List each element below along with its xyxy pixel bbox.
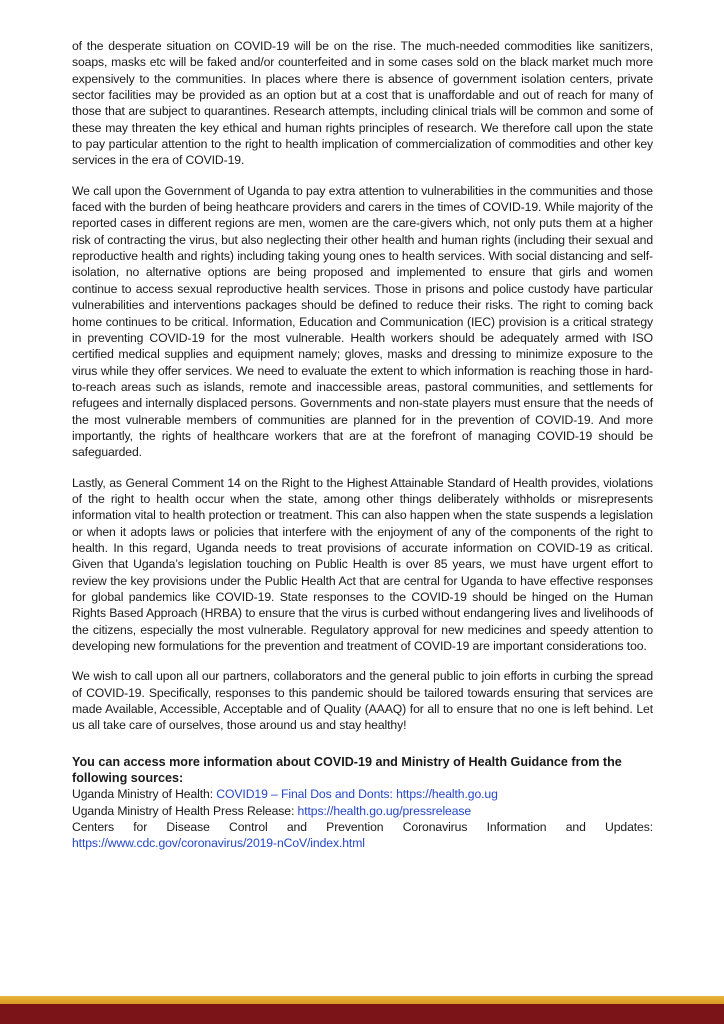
footer-maroon-band: [0, 1004, 724, 1024]
paragraph-commercialization: of the desperate situation on COVID-19 will be on the rise. The much-needed commodities like sanitizers, soaps, masks etc will be faked and/or counterfeited and in some cases sold on the black market much more expensively to the communities. In places where there is absence of government isolation centers, private sector facilities may be provided as an option but at a cost that is unaffordable and out of reach for many of those that are subject to quarantines. Research attempts, including clinical trials will be common and some of these may threaten the key ethical and human rights principles of research. We therefore call upon the state to pay particular attention to the right to health implication of commercialization of commodities and other key services in the era of COVID-19.: [72, 39, 653, 168]
source-label: Uganda Ministry of Health:: [72, 787, 217, 802]
paragraph-call-to-action: We wish to call upon all our partners, collaborators and the general public to join efforts in curbing the spread of COVID-19. Specifically, responses to this pandemic should be tailored towards ensuring that services are made Available, Accessible, Acceptable and of Quality (AAAQ) for all to ensure that no one is left behind. Let us all take care of ourselves, those around us and stay healthy!: [72, 669, 653, 733]
source-link-cdc[interactable]: https://www.cdc.gov/coronavirus/2019-nCoV/index.html: [72, 836, 365, 851]
source-link-moh[interactable]: COVID19 – Final Dos and Donts: https://health.go.ug: [216, 787, 498, 802]
source-label: Uganda Ministry of Health Press Release:: [72, 803, 298, 818]
source-link-press-release[interactable]: https://health.go.ug/pressrelease: [297, 803, 472, 818]
footer-gold-stripe: [0, 996, 724, 1004]
source-item-cdc: [72, 819, 653, 852]
sources-section: [72, 754, 653, 852]
document-page: [72, 38, 653, 852]
source-label: Centers for Disease Control and Prevention Coronavirus Information and Updates:: [72, 820, 653, 835]
source-item-moh: [72, 786, 653, 802]
sources-heading: You can access more information about COVID-19 and Ministry of Health Guidance from the following sources:: [72, 754, 622, 786]
source-item-press-release: [72, 803, 653, 819]
paragraph-vulnerabilities: We call upon the Government of Uganda to pay extra attention to vulnerabilities in the communities and those faced with the burden of being heathcare providers and carers in the times of COVID-19. While majority of the reported cases in different regions are men, women are the care-givers which, not only puts them at a higher risk of contracting the virus, but also neglecting their other health and human rights (including their sexual and reproductive health and rights) including taking young ones to health services. With social distancing and self-isolation, no alternative options are being proposed and implemented to ensure that girls and women continue to access sexual reproductive health services. Those in prisons and police custody have particular vulnerabilities and interventions packages should be defined to reduce their risks. The right to coming back home continues to be critical. Information, Education and Communication (IEC) provision is a critical strategy in preventing COVID-19 for the most vulnerable. Health workers should be adequately armed with ISO certified medical supplies and equipment namely; gloves, masks and dressing to minimize exposure to the virus while they offer services. We need to evaluate the extent to which information is reaching those in hard-to-reach areas such as islands, remote and inaccessible areas, pastoral communities, and settlements for refugees and internally displaced persons. Governments and non-state players must ensure that the needs of the most vulnerable members of communities are planned for in the prevention of COVID-19. And more importantly, the rights of healthcare workers that are at the forefront of managing COVID-19 should be safeguarded.: [72, 183, 653, 460]
paragraph-general-comment-14: Lastly, as General Comment 14 on the Right to the Highest Attainable Standard of Health provides, violations of the right to health occur when the state, among other things deliberately withholds or misrepresents information vital to health protection or treatment. This can also happen when the state suspends a legislation or when it adopts laws or policies that interfere with the enjoyment of any of the components of the right to health. In this regard, Uganda needs to treat provisions of accurate information on COVID-19 as critical. Given that Uganda’s legislation touching on Public Health is over 85 years, we must have urgent effort to review the key provisions under the Public Health Act that are central for Uganda to have effective responses for global pandemics like COVID-19. State responses to the COVID-19 should be hinged on the Human Rights Based Approach (HRBA) to ensure that the virus is curbed without endangering lives and livelihoods of the citizens, especially the most vulnerable. Regulatory approval for new medicines and speedy attention to developing new formulations for the prevention and treatment of COVID-19 are important considerations too.: [72, 475, 653, 654]
